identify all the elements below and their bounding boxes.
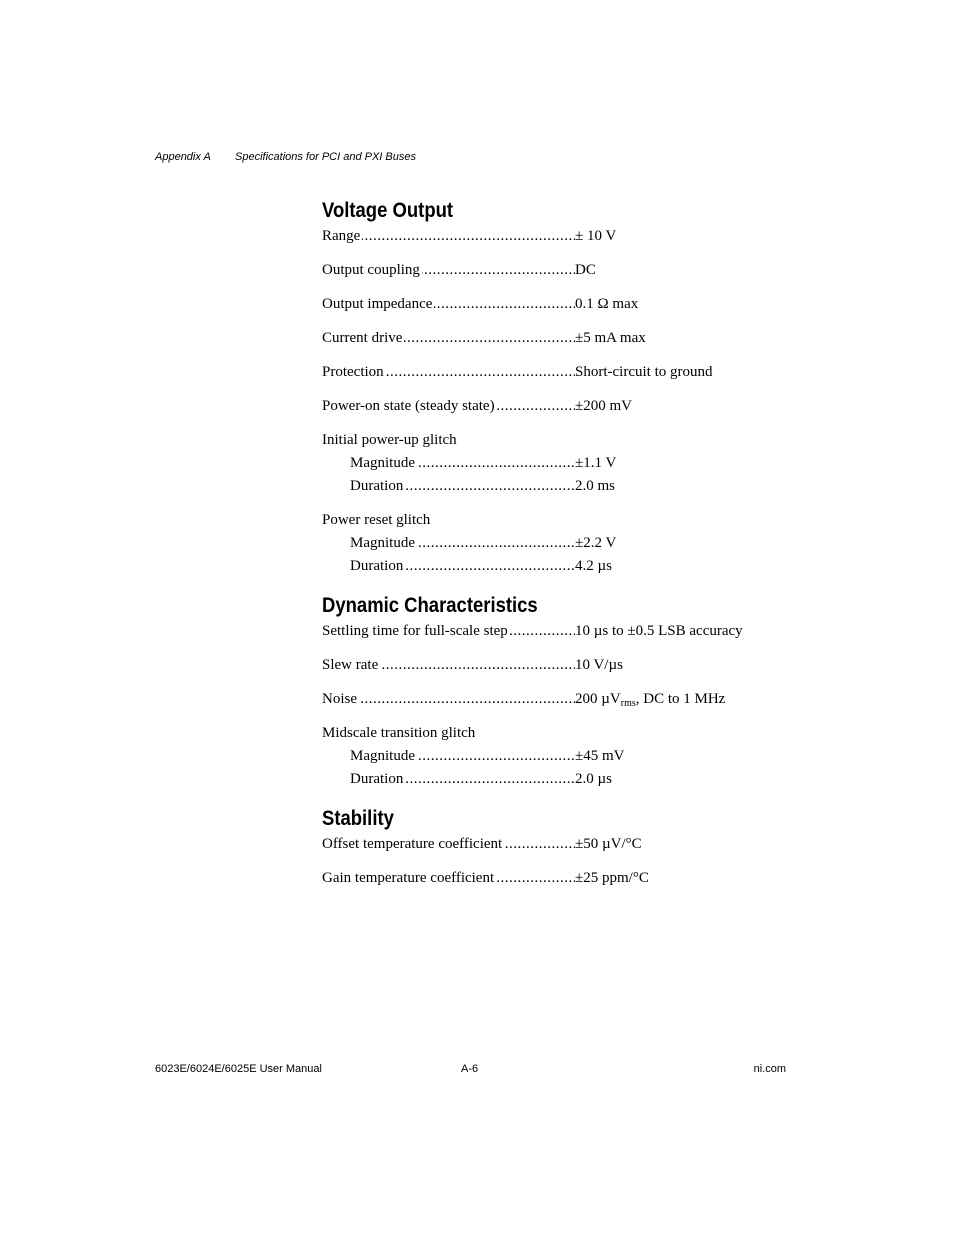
stability-section	[322, 805, 792, 890]
spec-label: Range	[322, 228, 361, 244]
spec-group-label: Midscale transition glitch	[322, 725, 476, 741]
spec-group-label: Power reset glitch	[322, 512, 431, 528]
spec-label: Duration	[350, 478, 404, 494]
spec-value: Short-circuit to ground	[575, 364, 713, 380]
spec-item	[322, 327, 792, 350]
spec-item	[322, 293, 792, 316]
spec-label: Duration	[350, 558, 404, 574]
spec-value: 0.1 Ω max	[575, 296, 639, 312]
spec-item	[322, 688, 792, 711]
spec-label: Current drive	[322, 330, 403, 346]
spec-value: ±45 mV	[575, 748, 625, 764]
spec-value: ±50 µV/°C	[575, 836, 642, 852]
spec-label: Settling time for full-scale step	[322, 623, 508, 639]
spec-group	[322, 722, 792, 791]
spec-value: 10 V/µs	[575, 657, 623, 673]
noise-value: 200 µV	[575, 691, 621, 707]
spec-value: 10 µs to ±0.5 LSB accuracy	[575, 623, 743, 639]
spec-item	[322, 620, 792, 643]
spec-value: ±1.1 V	[575, 455, 617, 471]
running-header	[155, 151, 416, 163]
spec-label: Duration	[350, 771, 404, 787]
spec-value: DC	[575, 262, 596, 278]
section-heading: Dynamic Characteristics	[322, 594, 538, 617]
section-heading: Voltage Output	[322, 199, 454, 222]
spec-item	[322, 867, 792, 890]
footer-site-link[interactable]: ni.com	[753, 1063, 786, 1075]
spec-label: Noise	[322, 691, 357, 707]
spec-label: Offset temperature coefficient	[322, 836, 503, 852]
spec-value: 2.0 ms	[575, 478, 616, 494]
spec-label: Slew rate	[322, 657, 379, 673]
spec-label: Output coupling	[322, 262, 420, 278]
spec-value: 2.0 µs	[575, 771, 612, 787]
spec-label: Magnitude	[350, 455, 415, 471]
spec-label: Magnitude	[350, 748, 415, 764]
rms-subscript: rms	[620, 698, 636, 709]
spec-value: 4.2 µs	[575, 558, 612, 574]
spec-value	[575, 688, 725, 711]
section-heading: Stability	[322, 807, 394, 830]
spec-item	[322, 654, 792, 677]
spec-item	[322, 361, 792, 384]
voltage-output-section	[322, 197, 792, 578]
spec-group	[322, 429, 792, 498]
chapter-title: Specifications for PCI and PXI Buses	[235, 151, 416, 163]
spec-label: Protection	[322, 364, 384, 380]
footer-manual-title: 6023E/6024E/6025E User Manual	[155, 1063, 322, 1075]
spec-group-label: Initial power-up glitch	[322, 432, 457, 448]
spec-item	[322, 225, 792, 248]
spec-item	[322, 395, 792, 418]
spec-item	[322, 833, 792, 856]
spec-label: Magnitude	[350, 535, 415, 551]
spec-label: Gain temperature coefficient	[322, 870, 495, 886]
dynamic-characteristics-section	[322, 592, 792, 791]
appendix-label: Appendix A	[155, 151, 211, 163]
spec-label: Output impedance	[322, 296, 433, 312]
spec-item	[322, 259, 792, 282]
spec-group	[322, 509, 792, 578]
spec-value: ±200 mV	[575, 398, 632, 414]
spec-value: ±5 mA max	[575, 330, 646, 346]
spec-content	[322, 197, 792, 904]
noise-bandwidth: , DC to 1 MHz	[635, 691, 726, 707]
spec-value: ± 10 V	[575, 228, 617, 244]
spec-value: ±25 ppm/°C	[575, 870, 649, 886]
footer-page-number: A-6	[461, 1063, 479, 1075]
spec-value: ±2.2 V	[575, 535, 617, 551]
spec-label: Power-on state (steady state)	[322, 398, 495, 414]
